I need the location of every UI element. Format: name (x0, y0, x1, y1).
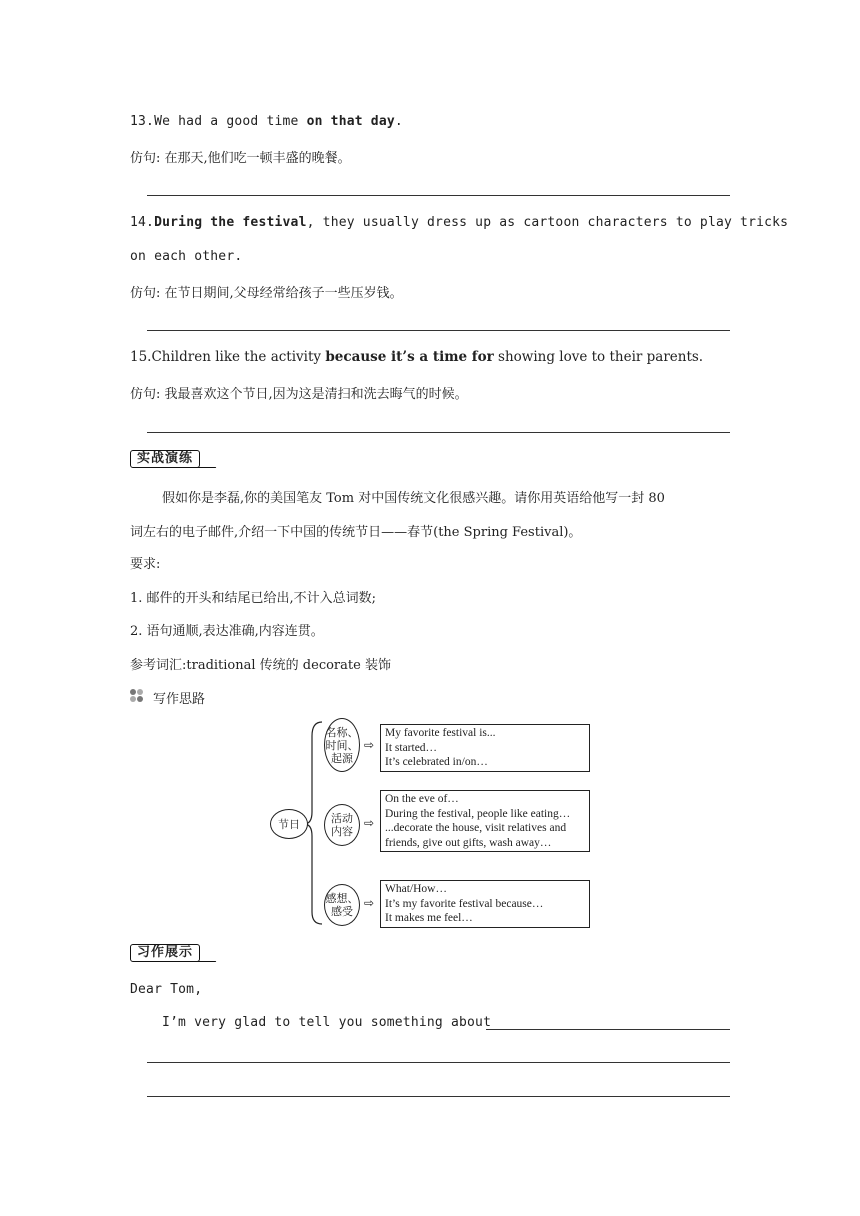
essay-line-2[interactable] (147, 1062, 730, 1063)
box3-line1: What/How… (385, 883, 447, 895)
node2-line1: 活动 (331, 812, 353, 825)
salutation: Dear Tom, (130, 982, 203, 997)
mind-map-diagram (268, 716, 594, 930)
root-node-label: 节日 (278, 817, 300, 831)
q15-pre: 15.Children like the activity (130, 349, 326, 365)
arrow-right-icon: ⇨ (364, 738, 375, 752)
q13-sentence (130, 114, 403, 129)
node1-line3: 起源 (331, 751, 353, 765)
essay-blank-inline[interactable] (486, 1029, 730, 1030)
q15-prompt: 仿句: 我最喜欢这个节日,因为这是清扫和洗去晦气的时候。 (130, 387, 468, 402)
box-name-time-origin (380, 724, 590, 772)
essay-line-3[interactable] (147, 1096, 730, 1097)
q13-answer-line[interactable] (147, 195, 730, 196)
q14-bold: During the festival (154, 215, 307, 230)
q13-bold: on that day (306, 114, 395, 129)
showcase-heading (130, 944, 220, 962)
requirement-2: 2. 语句通顺,表达准确,内容连贯。 (130, 624, 324, 639)
q15-answer-line[interactable] (147, 432, 730, 433)
box1-line3: It’s celebrated in/on… (385, 756, 488, 768)
q13-prompt: 仿句: 在那天,他们吃一顿丰盛的晚餐。 (130, 151, 351, 166)
node-name-time-origin (324, 718, 360, 772)
box-activities (380, 790, 590, 852)
root-node (270, 809, 308, 839)
q13-pre: 13.We had a good time (130, 114, 307, 129)
essay-opening: I’m very glad to tell you something about (162, 1015, 492, 1030)
node2-line2: 内容 (331, 825, 353, 838)
practice-heading (130, 450, 220, 468)
node-activities (324, 804, 360, 846)
bullet-dots-icon (130, 689, 146, 703)
q14-post: , they usually dress up as cartoon characters to play tricks (306, 215, 789, 230)
box2-line1: On the eve of… (385, 793, 459, 805)
box2-line2: During the festival, people like eating… (385, 807, 571, 820)
q14-answer-line[interactable] (147, 330, 730, 331)
q14-line2: on each other. (130, 249, 243, 264)
practice-para2: 词左右的电子邮件,介绍一下中国的传统节日——春节(the Spring Festival)。 (130, 525, 582, 540)
q14-num: 14. (130, 215, 155, 230)
requirement-1: 1. 邮件的开头和结尾已给出,不计入总词数; (130, 591, 377, 606)
node1-line2: 时间、 (325, 738, 359, 752)
q14-prompt: 仿句: 在节日期间,父母经常给孩子一些压岁钱。 (130, 286, 403, 301)
practice-para1: 假如你是李磊,你的美国笔友 Tom 对中国传统文化很感兴趣。请你用英语给他写一封 80 (162, 491, 665, 506)
practice-heading-label: 实战演练 (130, 450, 200, 468)
box3-line3: It makes me feel… (385, 912, 473, 924)
node-feelings (324, 884, 360, 926)
vocabulary: 参考词汇:traditional 传统的 decorate 装饰 (130, 658, 391, 673)
writing-ideas-title: 写作思路 (153, 692, 206, 707)
box3-line2: It’s my favorite festival because… (385, 897, 544, 910)
showcase-heading-label: 习作展示 (130, 944, 200, 962)
q13-post: . (394, 114, 403, 129)
node1-line1: 名称、 (325, 725, 359, 739)
q15-sentence (130, 349, 703, 365)
q15-post: showing love to their parents. (493, 349, 704, 365)
box-feelings (380, 880, 590, 928)
requirements-title: 要求: (130, 557, 161, 572)
box1-line1: My favorite festival is... (385, 727, 496, 739)
box2-line3: ...decorate the house, visit relatives and (385, 822, 567, 834)
arrow-right-icon: ⇨ (364, 896, 375, 910)
arrow-right-icon: ⇨ (364, 816, 375, 830)
box2-line4: friends, give out gifts, wash away… (385, 836, 552, 849)
q14-sentence (130, 215, 788, 230)
q15-bold: because it’s a time for (325, 349, 494, 365)
box1-line2: It started… (385, 741, 438, 754)
node3-line1: 感想、 (325, 892, 359, 905)
node3-line2: 感受 (331, 905, 353, 918)
